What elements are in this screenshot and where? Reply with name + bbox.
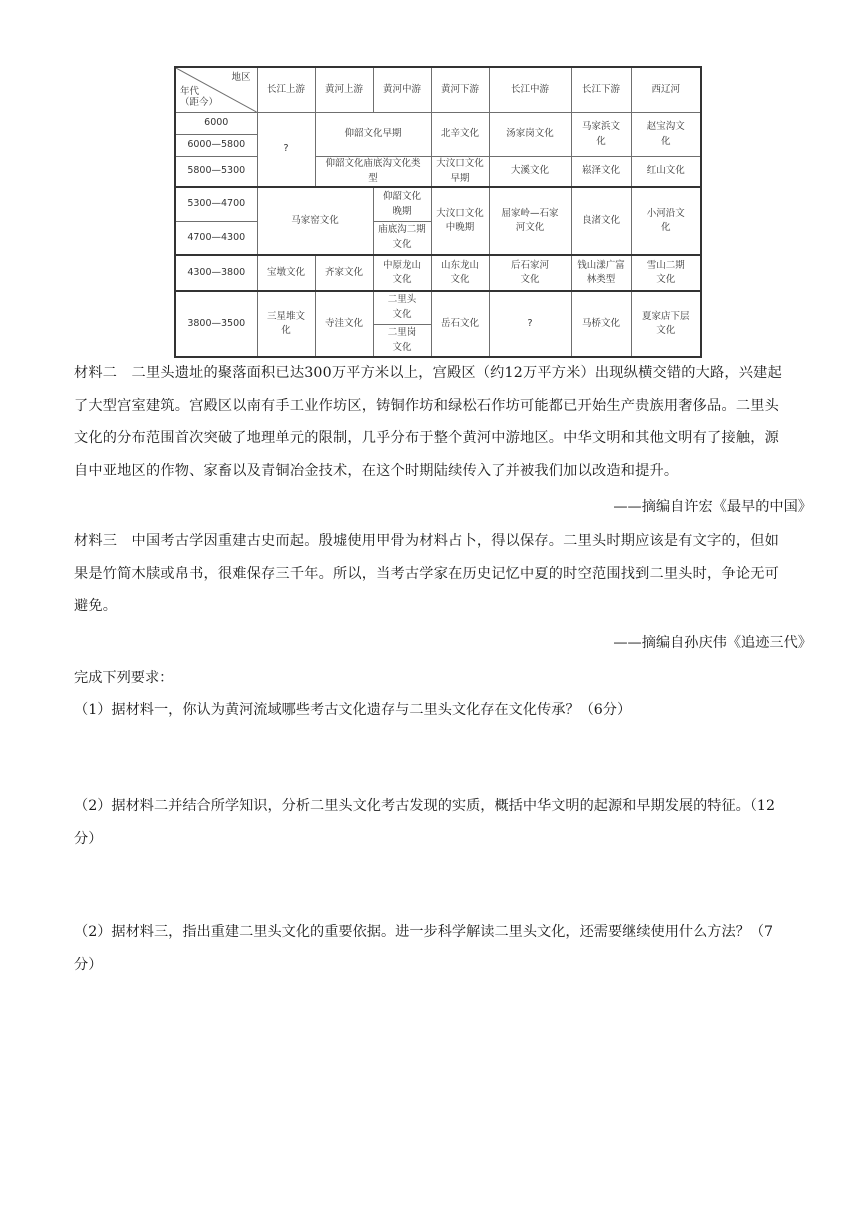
culture-name: 夏家店下层文化 xyxy=(641,310,690,337)
culture-cell xyxy=(373,187,431,221)
header-region: 长江下游 xyxy=(571,67,631,113)
culture-name: 三星堆文化 xyxy=(266,310,305,337)
culture-cell xyxy=(431,157,489,188)
culture-cell: 北辛文化 xyxy=(431,113,489,157)
archaeological-culture-table xyxy=(174,66,702,358)
culture-cell xyxy=(631,187,701,255)
material-three-text: 材料三 中国考古学因重建古史而起。殷墟使用甲骨为材料占卜，得以保存。二里头时期应该是有文字的，但如果是竹简木牍或帛书，很难保存三千年。所以，当考古学家在历史记忆中夏的时空范围找到二里头时，争论无可避免。 xyxy=(74,533,779,614)
header-region: 黄河上游 xyxy=(315,67,373,113)
culture-cell xyxy=(489,113,571,157)
corner-region-label: 地区 xyxy=(231,72,251,83)
culture-name: 山东龙山文化 xyxy=(440,259,479,286)
corner-era-label: 年代 xyxy=(180,86,200,97)
question-1-text: （1）据材料一，你认为黄河流域哪些考古文化遗存与二里头文化存在文化传承？（6分） xyxy=(74,702,632,718)
culture-cell: 崧泽文化 xyxy=(571,157,631,188)
question-2 xyxy=(74,790,794,855)
culture-name: 汤家岗文化 xyxy=(506,128,554,140)
culture-cell: 仰韶文化早期 xyxy=(315,113,431,157)
instruction xyxy=(74,662,794,695)
header-region: 黄河下游 xyxy=(431,67,489,113)
culture-name: 马家浜文化 xyxy=(581,120,620,147)
header-region: 长江中游 xyxy=(489,67,571,113)
year-cell: 6000—5800 xyxy=(175,135,257,157)
culture-cell xyxy=(489,255,571,291)
culture-cell: 岳石文化 xyxy=(431,291,489,357)
culture-name: 庙底沟二期文化 xyxy=(378,224,426,251)
question-1 xyxy=(74,694,794,727)
culture-cell: 宝墩文化 xyxy=(257,255,315,291)
culture-cell xyxy=(373,255,431,291)
question-3 xyxy=(74,916,794,981)
culture-cell: 齐家文化 xyxy=(315,255,373,291)
culture-cell xyxy=(373,324,431,357)
year-cell: 5300—4700 xyxy=(175,187,257,221)
culture-cell: ? xyxy=(489,291,571,357)
corner-paren-label: （距今） xyxy=(180,97,219,108)
culture-cell xyxy=(315,157,431,188)
culture-cell: 红山文化 xyxy=(631,157,701,188)
material-two xyxy=(74,357,792,487)
material-two-source: ——摘编自许宏《最早的中国》 xyxy=(613,499,812,515)
year-cell: 4300—3800 xyxy=(175,255,257,291)
culture-cell xyxy=(631,113,701,157)
culture-name: 小河沿文化 xyxy=(646,207,685,234)
culture-cell: 马家窑文化 xyxy=(257,187,373,255)
culture-name: 二里岗文化 xyxy=(387,326,417,353)
culture-cell xyxy=(373,291,431,324)
culture-cell xyxy=(631,291,701,357)
culture-table-wrapper xyxy=(174,66,700,353)
culture-cell: ? xyxy=(257,113,315,188)
culture-cell: 马桥文化 xyxy=(571,291,631,357)
header-region: 黄河中游 xyxy=(373,67,431,113)
culture-name: 二里头文化 xyxy=(387,294,417,321)
culture-name: 雪山二期文化 xyxy=(646,259,685,286)
culture-name: 赵宝沟文化 xyxy=(646,120,685,147)
culture-name: 钱山漾广富林类型 xyxy=(577,259,625,286)
year-cell: 4700—4300 xyxy=(175,221,257,255)
culture-cell xyxy=(373,221,431,255)
culture-cell xyxy=(431,187,489,255)
culture-name: 大汶口文化早期 xyxy=(436,158,484,184)
material-three-source: ——摘编自孙庆伟《追迹三代》 xyxy=(613,635,812,651)
culture-cell xyxy=(489,187,571,255)
header-region: 西辽河 xyxy=(631,67,701,113)
culture-cell xyxy=(571,255,631,291)
culture-cell: 良渚文化 xyxy=(571,187,631,255)
material-three xyxy=(74,525,792,623)
culture-cell xyxy=(257,291,315,357)
instruction-text: 完成下列要求： xyxy=(74,670,174,686)
culture-name: 仰韶文化晚期 xyxy=(382,190,421,217)
culture-cell xyxy=(631,255,701,291)
culture-name: 屈家岭—石家河文化 xyxy=(501,207,559,234)
question-3-text: （2）据材料三，指出重建二里头文化的重要依据。进一步科学解读二里头文化，还需要继续使用什么方法？（7分） xyxy=(74,924,774,973)
material-two-text: 材料二 二里头遗址的聚落面积已达300万平方米以上，宫殿区（约12万平方米）出现纵横交错的大路，兴建起了大型宫室建筑。宫殿区以南有手工业作坊区，铸铜作坊和绿松石作坊可能都已开始生产贵族用奢侈品。二里头文化的分布范围首次突破了地理单元的限制，几乎分布于整个黄河中游地区。中华文明和其他文明有了接触，源自中亚地区的作物、家畜以及青铜冶金技术，在这个时期陆续传入了并被我们加以改造和提升。 xyxy=(74,365,782,479)
header-region: 长江上游 xyxy=(257,67,315,113)
year-cell: 3800—3500 xyxy=(175,291,257,357)
culture-name: 后石家河文化 xyxy=(510,259,549,286)
table-corner-header xyxy=(175,67,257,113)
culture-cell xyxy=(571,113,631,157)
culture-name: 中原龙山文化 xyxy=(382,259,421,286)
year-cell: 6000 xyxy=(175,113,257,135)
culture-name: 仰韶文化庙底沟文化类型 xyxy=(325,158,421,184)
culture-cell xyxy=(431,255,489,291)
culture-name: 大汶口文化中晚期 xyxy=(436,207,484,234)
culture-cell: 寺洼文化 xyxy=(315,291,373,357)
culture-cell: 大溪文化 xyxy=(489,157,571,188)
question-2-text: （2）据材料二并结合所学知识，分析二里头文化考古发现的实质，概括中华文明的起源和早期发展的特征。（12分） xyxy=(74,798,775,847)
year-cell: 5800—5300 xyxy=(175,157,257,188)
